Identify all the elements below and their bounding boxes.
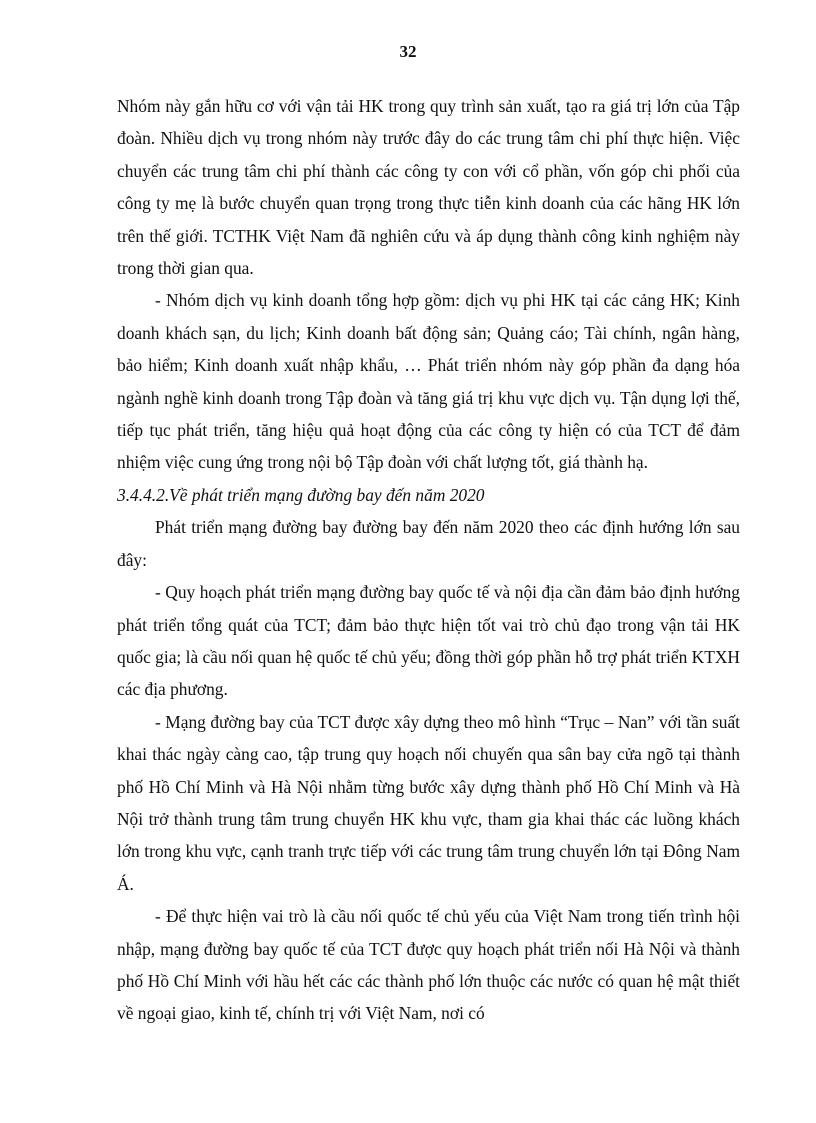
paragraph-4: - Quy hoạch phát triển mạng đường bay quốc tế và nội địa cần đảm bảo định hướng phát triển tổng quát của TCT; đảm bảo thực hiện tốt vai trò chủ đạo trong vận tải HK quốc gia; là cầu nối quan hệ quốc tế chủ yếu; đồng thời góp phần hỗ trợ phát triển KTXH các địa phương.	[117, 582, 740, 700]
page-number: 32	[399, 42, 417, 61]
section-heading: 3.4.4.2.Về phát triển mạng đường bay đến năm 2020	[117, 484, 485, 505]
paragraph-1: Nhóm này gắn hữu cơ với vận tải HK trong quy trình sản xuất, tạo ra giá trị lớn của Tập đoàn. Nhiều dịch vụ trong nhóm này trước đây do các trung tâm chi phí thực hiện. Việc chuyển các trung tâm chi phí thành các công ty con với cổ phần, vốn góp chi phối của công ty mẹ là bước chuyển quan trọng trong thực tiễn kinh doanh của các hãng HK lớn trên thế giới. TCTHK Việt Nam đã nghiên cứu và áp dụng thành công kinh nghiệm này trong thời gian qua.	[117, 96, 740, 279]
paragraph-2: - Nhóm dịch vụ kinh doanh tổng hợp gồm: dịch vụ phi HK tại các cảng HK; Kinh doanh khách sạn, du lịch; Kinh doanh bất động sản; Quảng cáo; Tài chính, ngân hàng, bảo hiểm; Kinh doanh xuất nhập khẩu, … Phát triển nhóm này góp phần đa dạng hóa ngành nghề kinh doanh trong Tập đoàn và tăng giá trị khu vực dịch vụ. Tận dụng lợi thế, tiếp tục phát triển, tăng hiệu quả hoạt động của các công ty hiện có của TCT để đảm nhiệm việc cung ứng trong nội bộ Tập đoàn với chất lượng tốt, giá thành hạ.	[117, 290, 740, 473]
paragraph-5: - Mạng đường bay của TCT được xây dựng theo mô hình “Trục – Nan” với tần suất khai thác ngày càng cao, tập trung quy hoạch nối chuyến qua sân bay cửa ngõ tại thành phố Hồ Chí Minh và Hà Nội nhằm từng bước xây dựng thành phố Hồ Chí Minh và Hà Nội trở thành trung tâm trung chuyển HK khu vực, tham gia khai thác các luồng khách lớn trong khu vực, cạnh tranh trực tiếp với các trung tâm trung chuyển lớn tại Đông Nam Á.	[117, 711, 740, 894]
paragraph-6: - Để thực hiện vai trò là cầu nối quốc tế chủ yếu của Việt Nam trong tiến trình hội nhập, mạng đường bay quốc tế của TCT được quy hoạch phát triển nối Hà Nội và thành phố Hồ Chí Minh với hầu hết các các thành phố lớn thuộc các nước có quan hệ mật thiết về ngoại giao, kinh tế, chính trị với Việt Nam, nơi có	[117, 906, 740, 1024]
document-body	[117, 90, 740, 1030]
paragraph-3: Phát triển mạng đường bay đường bay đến năm 2020 theo các định hướng lớn sau đây:	[117, 517, 740, 570]
